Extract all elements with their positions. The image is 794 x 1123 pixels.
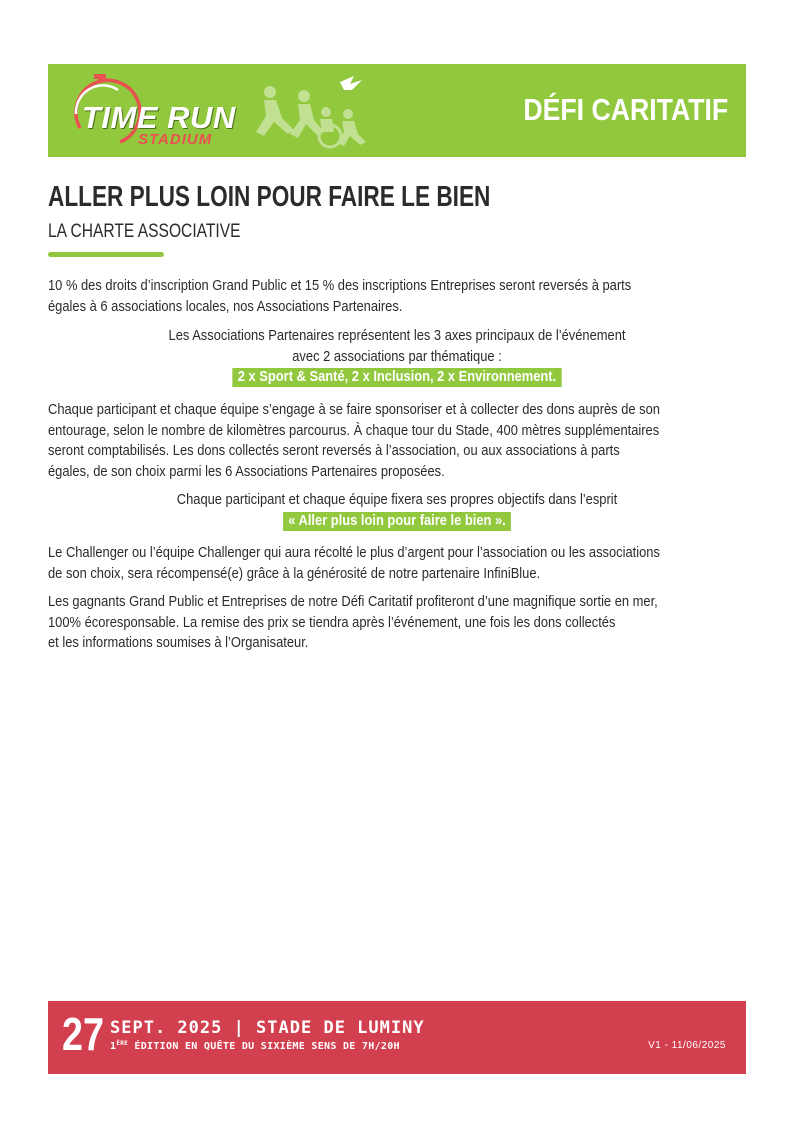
text-line: égales à 6 associations locales, nos Associations Partenaires.: [48, 298, 403, 315]
event-day: 27: [62, 1008, 104, 1060]
paragraph-donations: [48, 276, 746, 317]
document-version: V1 - 11/06/2025: [648, 1040, 726, 1051]
text-line: Le Challenger ou l’équipe Challenger qui aura récolté le plus d’argent pour l’association ou les associations: [48, 545, 660, 561]
logo-title: TIME RUN: [82, 100, 236, 135]
section-subheading: LA CHARTE ASSOCIATIVE: [48, 221, 241, 242]
event-edition: [110, 1040, 400, 1052]
text-line: Chaque participant et chaque équipe fixera ses propres objectifs dans l’esprit: [176, 492, 618, 508]
text-line: entourage, selon le nombre de kilomètres parcourus. À chaque tour du Stade, 400 mètres supplémentaires: [48, 422, 660, 439]
edition-number: 1: [110, 1041, 117, 1052]
footer-banner: [48, 1001, 746, 1074]
themes-highlight: 2 x Sport & Santé, 2 x Inclusion, 2 x Environnement.: [232, 368, 561, 387]
heading-underline: [48, 252, 164, 257]
paragraph-challenger: [48, 543, 746, 584]
text-line: seront comptabilisés. Les dons collectés seront reversés à l’association, ou aux associations à parts: [48, 443, 620, 459]
paragraph-sponsoring: [48, 400, 746, 482]
text-line: de son choix, sera récompensé(e) grâce à la générosité de notre partenaire InfiniBlue.: [48, 565, 541, 582]
text-line: Les Associations Partenaires représentent les 3 axes principaux de l’événement: [168, 328, 626, 344]
highlight-line: [86, 511, 707, 532]
text-line: 100% écoresponsable. La remise des prix se tiendra après l’événement, une fois les dons collectés: [48, 614, 616, 631]
logo-subtitle: STADIUM: [138, 131, 213, 148]
paragraph-objectives: [48, 490, 746, 531]
text-line: égales, de son choix parmi les 6 Associations Partenaires proposées.: [48, 463, 445, 480]
event-date-place: SEPT. 2025 | STADE DE LUMINY: [110, 1018, 425, 1038]
text-line: Chaque participant et chaque équipe s’engage à se faire sponsoriser et à collecter des dons auprès de son: [48, 402, 660, 418]
time-run-stadium-logo: [58, 70, 368, 152]
highlight-line: [86, 367, 707, 388]
text-line: Les gagnants Grand Public et Entreprises de notre Défi Caritatif profiteront d’une magnifique sortie en mer,: [48, 594, 658, 610]
paragraph-partners: [48, 326, 746, 388]
motto-highlight: « Aller plus loin pour faire le bien ».: [283, 512, 511, 531]
paragraph-winners: [48, 592, 746, 654]
text-line: avec 2 associations par thématique :: [292, 348, 502, 365]
edition-text: ÉDITION EN QUÊTE DU SIXIÈME SENS DE 7H/20H: [128, 1041, 400, 1052]
text-line: 10 % des droits d’inscription Grand Public et 15 % des inscriptions Entreprises seront reversés à parts: [48, 278, 632, 294]
edition-ordinal: ÈRE: [116, 1040, 129, 1047]
text-line: et les informations soumises à l’Organisateur.: [48, 635, 309, 651]
header-banner: [48, 64, 746, 157]
page-title: DÉFI CARITATIF: [523, 92, 728, 127]
section-heading: ALLER PLUS LOIN POUR FAIRE LE BIEN: [48, 181, 491, 213]
